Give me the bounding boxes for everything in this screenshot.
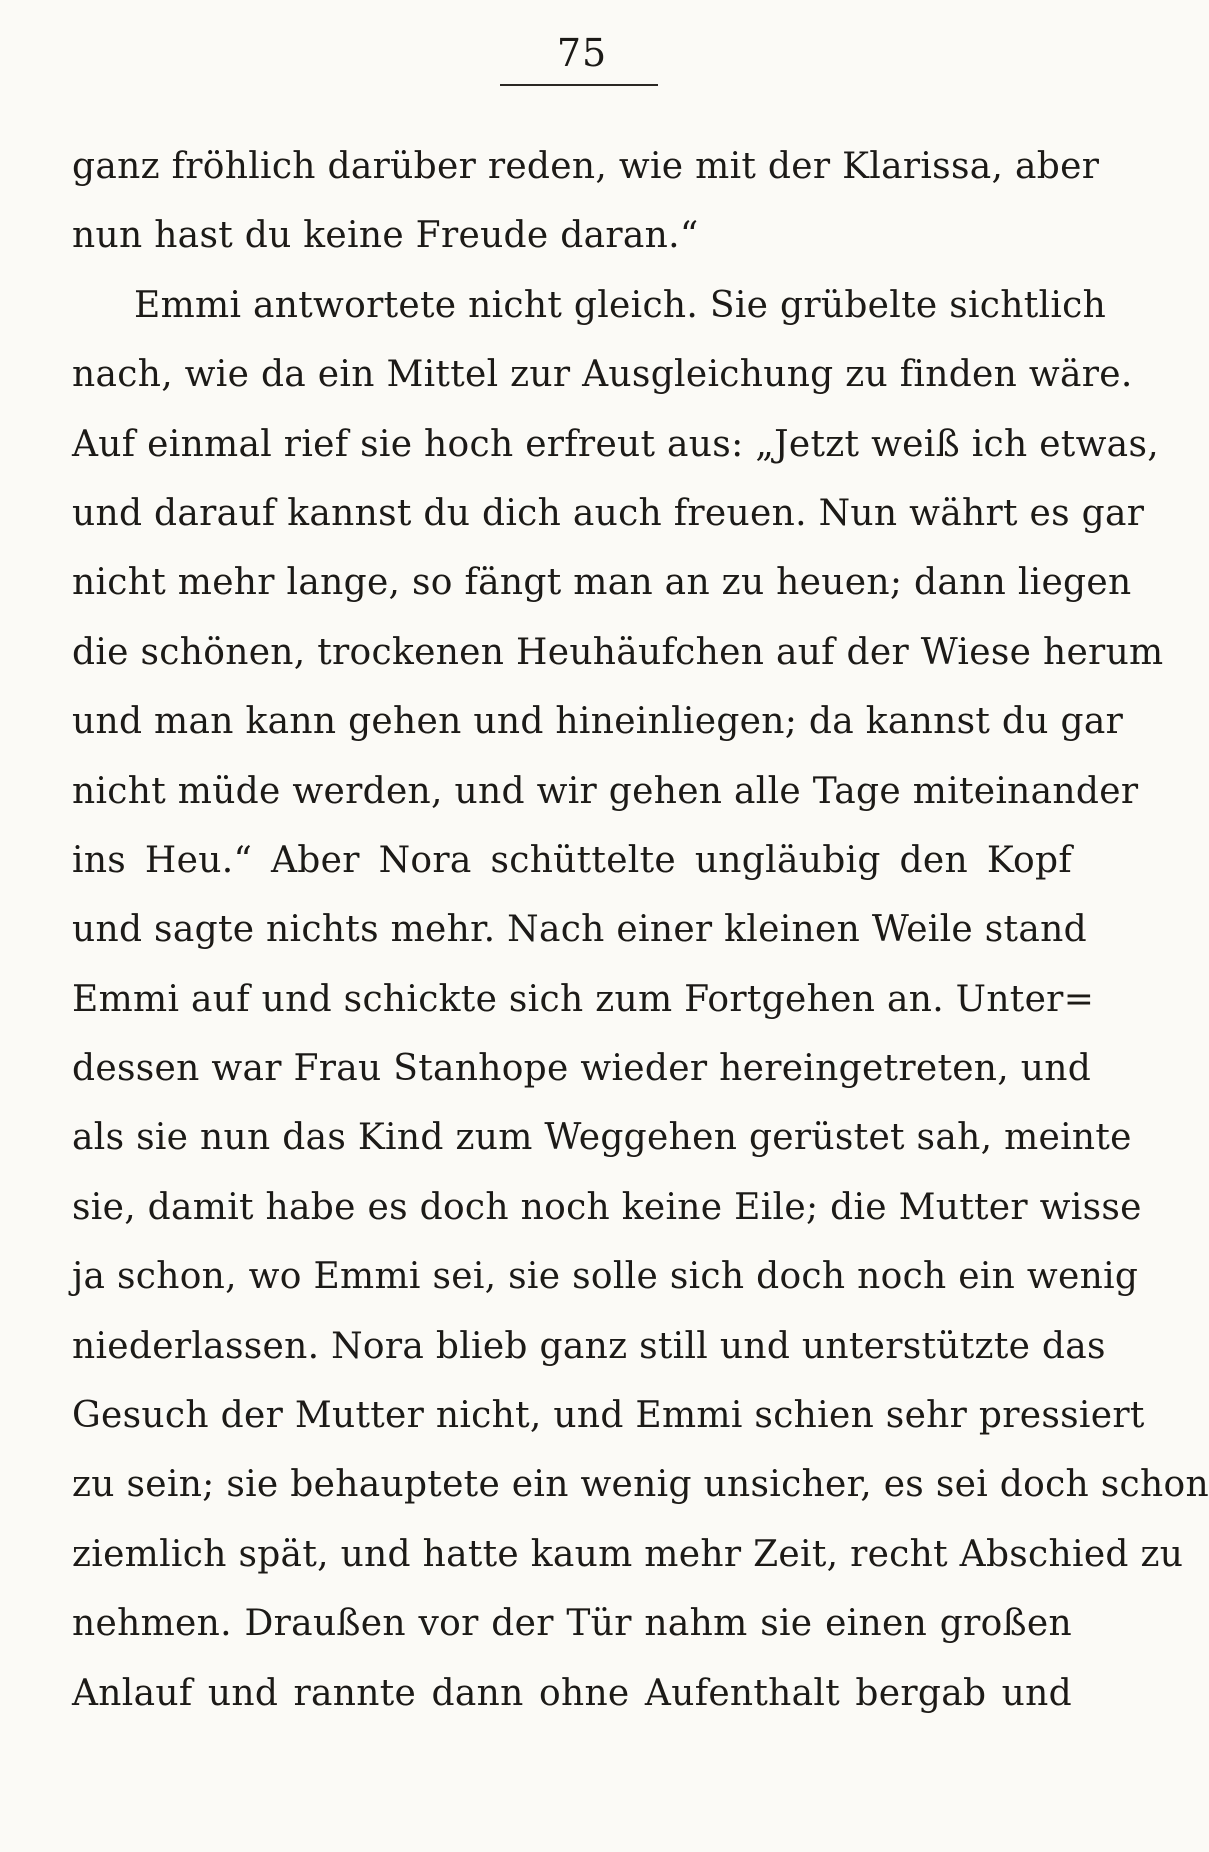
text-line: Auf einmal rief sie hoch erfreut aus: „Jetzt weiß ich etwas,: [72, 423, 1159, 465]
text-line: und man kann gehen und hineinliegen; da kannst du gar: [72, 701, 1124, 743]
text-line: und sagte nichts mehr. Nach einer kleinen Weile stand: [72, 909, 1087, 951]
text-line: nicht mehr lange, so fängt man an zu heuen; dann liegen: [72, 562, 1132, 604]
text-line: nach, wie da ein Mittel zur Ausgleichung zu finden wäre.: [72, 354, 1133, 396]
text-line: ins Heu.“ Aber Nora schüttelte ungläubig den Kopf: [72, 839, 1072, 881]
text-line: dessen war Frau Stanhope wieder hereingetreten, und: [72, 1048, 1092, 1090]
body-text: [72, 132, 1209, 1728]
text-line: zu sein; sie behauptete ein wenig unsicher, es sei doch schon: [72, 1464, 1209, 1506]
text-line: nehmen. Draußen vor der Tür nahm sie einen großen: [72, 1603, 1072, 1645]
text-line: ganz fröhlich darüber reden, wie mit der Klarissa, aber: [72, 146, 1100, 187]
text-line: Emmi antwortete nicht gleich. Sie grübelte sichtlich: [134, 284, 1107, 326]
page-number: 75: [556, 31, 608, 75]
text-line: als sie nun das Kind zum Weggehen gerüstet sah, meinte: [72, 1117, 1132, 1159]
text-line: ja schon, wo Emmi sei, sie solle sich doch noch ein wenig: [72, 1256, 1139, 1298]
text-line: sie, damit habe es doch noch keine Eile; die Mutter wisse: [72, 1186, 1142, 1228]
text-line: die schönen, trockenen Heuhäufchen auf der Wiese herum: [72, 631, 1164, 673]
text-line: Anlauf und rannte dann ohne Aufenthalt bergab und: [72, 1672, 1072, 1714]
page-number-rule: [500, 84, 658, 86]
text-line: Emmi auf und schickte sich zum Fortgehen an. Unter=: [72, 978, 1095, 1020]
text-line: niederlassen. Nora blieb ganz still und unterstützte das: [72, 1325, 1106, 1367]
text-line: Gesuch der Mutter nicht, und Emmi schien sehr pressiert: [72, 1395, 1145, 1437]
text-line: und darauf kannst du dich auch freuen. Nun währt es gar: [72, 492, 1145, 534]
text-line: nun hast du keine Freude daran.“: [72, 215, 699, 257]
text-line: nicht müde werden, und wir gehen alle Tage miteinander: [72, 770, 1139, 812]
text-line: ziemlich spät, und hatte kaum mehr Zeit, recht Abschied zu: [72, 1533, 1184, 1575]
